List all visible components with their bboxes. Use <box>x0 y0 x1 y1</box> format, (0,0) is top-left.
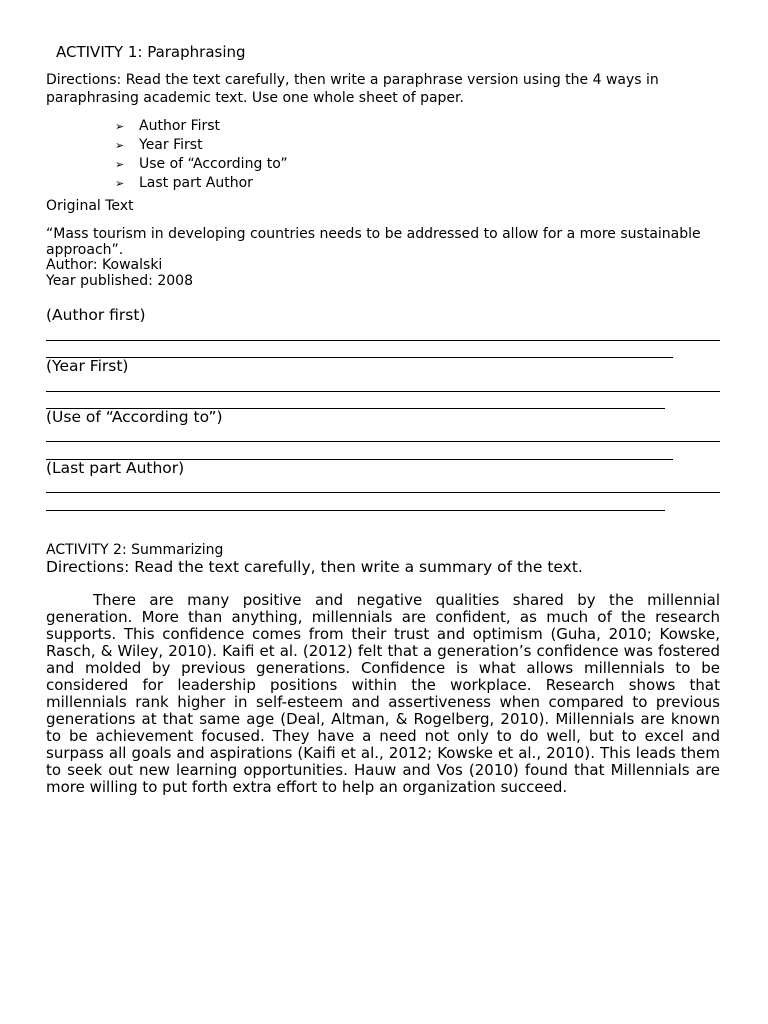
answer-line[interactable] <box>46 391 720 392</box>
activity2-directions: Directions: Read the text carefully, then write a summary of the text. <box>46 558 583 576</box>
original-quote: “Mass tourism in developing countries needs to be addressed to allow for a more sustainable approach”. <box>46 226 701 258</box>
arrow-bullet-icon: ➢ <box>115 158 125 171</box>
prompt-year-first: (Year First) <box>46 357 129 375</box>
activity1-title: ACTIVITY 1: Paraphrasing <box>56 43 246 61</box>
list-item-label: Year First <box>139 137 203 153</box>
author-line: Author: Kowalski <box>46 257 163 273</box>
answer-line[interactable] <box>46 357 673 358</box>
year-line: Year published: 2008 <box>46 273 193 289</box>
answer-line[interactable] <box>46 510 665 511</box>
summary-paragraph: There are many positive and negative qualities shared by the millennial generation. More than anything, millennials are confident, as much of the research supports. This confidence comes from their trust and optimism (Guha, 2010; Kowske, Rasch, & Wiley, 2010). Kaifi et al. (2012) felt that a generation’s confidence was fostered and molded by previous generations. Confidence is what allows millennials to be considered for leadership positions within the workplace. Research shows that millennials rank higher in self-esteem and assertiveness when compared to previous generations at that same age (Deal, Altman, & Rogelberg, 2010). Millennials are known to be achievement focused. They have a need not only to do well, but to excel and surpass all goals and aspirations (Kaifi et al., 2012; Kowske et al., 2010). This leads them to seek out new learning opportunities. Hauw and Vos (2010) found that Millennials are more willing to put forth extra effort to help an organization succeed. <box>46 591 720 796</box>
arrow-bullet-icon: ➢ <box>115 177 125 190</box>
paraphrase-methods-list <box>115 117 288 193</box>
arrow-bullet-icon: ➢ <box>115 120 125 133</box>
prompt-according-to: (Use of “According to”) <box>46 408 223 426</box>
arrow-bullet-icon: ➢ <box>115 139 125 152</box>
list-item-label: Author First <box>139 118 221 134</box>
answer-line[interactable] <box>46 340 720 341</box>
list-item <box>115 117 288 136</box>
list-item <box>115 174 288 193</box>
list-item-label: Last part Author <box>139 175 253 191</box>
answer-line[interactable] <box>46 441 720 442</box>
list-item <box>115 136 288 155</box>
activity1-directions: Directions: Read the text carefully, then write a paraphrase version using the 4 ways in paraphrasing academic text. Use one whole sheet of paper. <box>46 72 659 106</box>
list-item-label: Use of “According to” <box>139 156 288 172</box>
prompt-last-part-author: (Last part Author) <box>46 459 185 477</box>
list-item <box>115 155 288 174</box>
prompt-author-first: (Author first) <box>46 306 146 324</box>
answer-line[interactable] <box>46 492 720 493</box>
original-text-label: Original Text <box>46 198 134 214</box>
activity2-title: ACTIVITY 2: Summarizing <box>46 542 224 558</box>
